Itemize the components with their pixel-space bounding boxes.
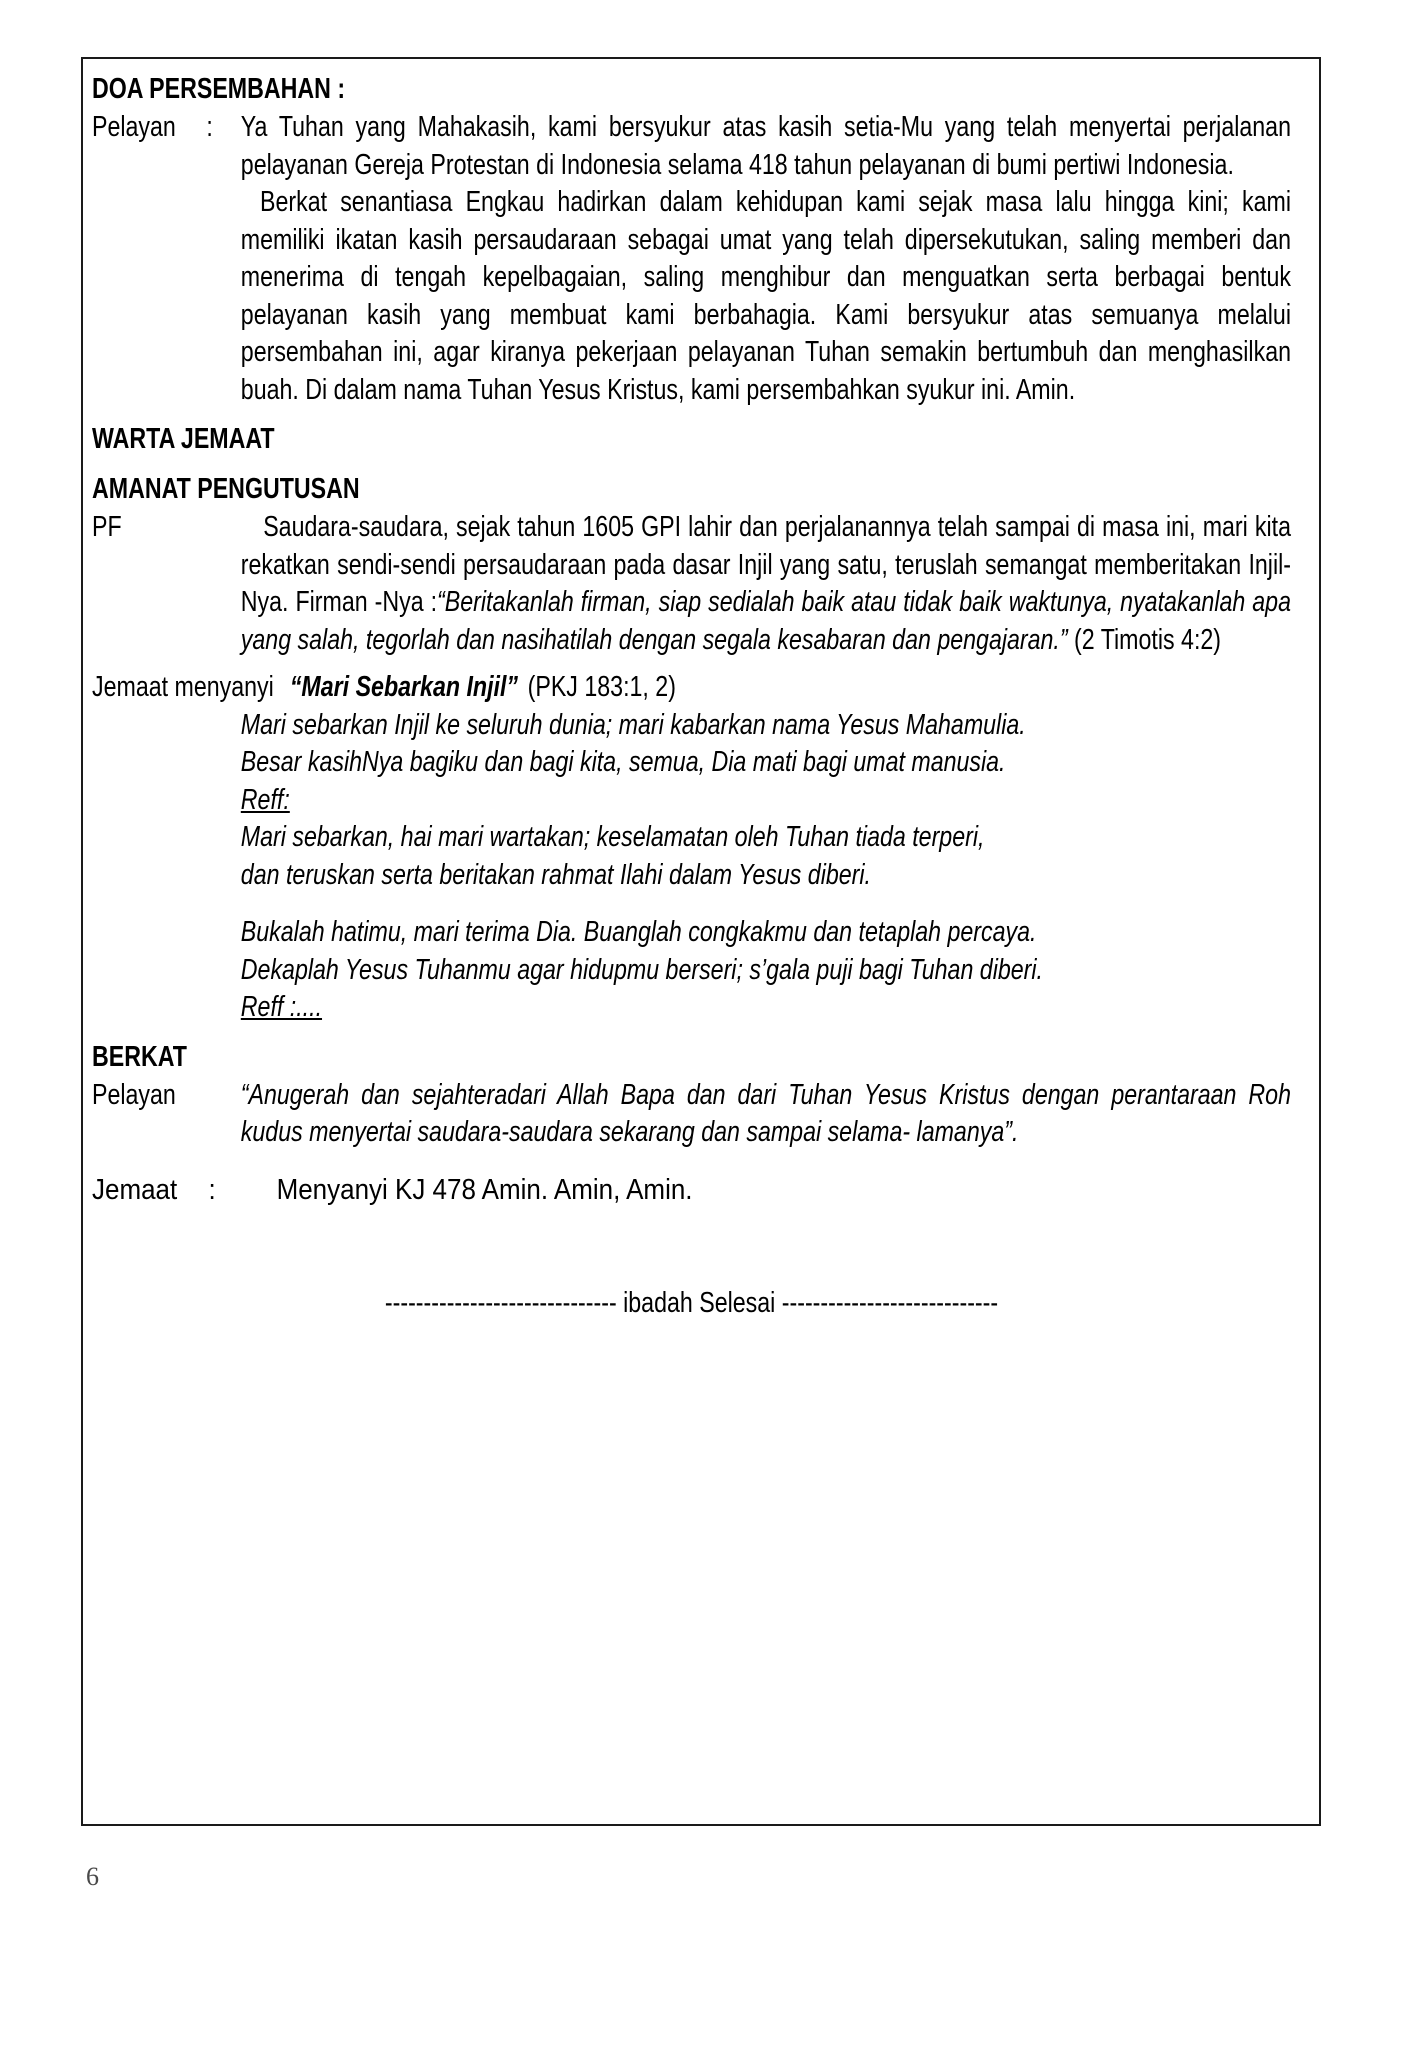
- doa-persembahan-block: [92, 109, 1291, 184]
- spacer-after-warta: [92, 459, 1291, 469]
- amanat-pengutusan-plain-text: Saudara-saudara, sejak tahun 1605 GPI lahir dan perjalanannya telah sampai di masa ini, mari kita rekatkan sendi-sendi persaudaraan pada dasar Injil yang satu, teruslah semangat memberitakan Injil-Nya. Firman -Nya :: [240, 511, 1292, 618]
- jemaat-closing-label: Jemaat: [92, 1173, 178, 1206]
- spacer-before-closing-rule: [92, 1209, 1291, 1285]
- doa-persembahan-speaker-label: Pelayan: [92, 111, 176, 143]
- amanat-pengutusan-block: [92, 509, 1291, 659]
- amanat-pengutusan-heading: AMANAT PENGUTUSAN: [92, 473, 360, 505]
- hymn-verse1-line2: Besar kasihNya bagiku dan bagi kita, semua, Dia mati bagi umat manusia.: [240, 746, 1006, 778]
- berkat-heading: BERKAT: [92, 1040, 187, 1073]
- closing-dashes-left: ------------------------------: [384, 1287, 617, 1319]
- hymn-reff-repeat: Reff :....: [240, 991, 323, 1023]
- ibadah-selesai-row: [92, 1285, 1291, 1323]
- spacer-after-hymn: [92, 1027, 1291, 1037]
- spacer-after-doa: [92, 409, 1291, 419]
- liturgy-content: [92, 69, 1291, 1824]
- closing-dashes-right: ----------------------------: [781, 1287, 999, 1319]
- doa-persembahan-paragraph-1: Ya Tuhan yang Mahakasih, kami bersyukur atas kasih setia-Mu yang telah menyertai perjalanan pelayanan Gereja Protestan di Indonesia selama 418 tahun pelayanan di bumi pertiwi Indonesia.: [240, 111, 1291, 181]
- warta-jemaat-heading: WARTA JEMAAT: [92, 423, 275, 455]
- berkat-block: [92, 1077, 1291, 1152]
- spacer-before-jemaat: [92, 1152, 1291, 1172]
- hymn-verse2-line1: Bukalah hatimu, mari terima Dia. Buanglah congkakmu dan tetaplah percaya.: [240, 916, 1037, 948]
- hymn-reff-line1: Mari sebarkan, hai mari wartakan; keselamatan oleh Tuhan tiada terperi,: [240, 821, 985, 853]
- doa-persembahan-paragraph-2: Berkat senantiasa Engkau hadirkan dalam kehidupan kami sejak masa lalu hingga kini; kami memiliki ikatan kasih persaudaraan sebagai umat yang telah dipersekutukan, saling memberi dan menerima di tengah kepelbagaian, saling menghibur dan menguatkan serta berbagai bentuk pelayanan kasih yang membuat kami berbahagia. Kami bersyukur atas semuanya melalui persembahan ini, agar kiranya pekerjaan pelayanan Tuhan semakin bertumbuh dan menghasilkan buah. Di dalam nama Tuhan Yesus Kristus, kami persembahkan syukur ini. Amin.: [240, 186, 1291, 406]
- amanat-pengutusan-scripture-quote: “Beritakanlah firman, siap sedialah baik atau tidak baik waktunya, nyatakanlah apa yang salah, tegorlah dan nasihatilah dengan segala kesabaran dan pengajaran.”: [240, 586, 1291, 656]
- hymn-reff-line2: dan teruskan serta beritakan rahmat Ilahi dalam Yesus diberi.: [240, 858, 872, 891]
- amanat-pengutusan-speaker-label: PF: [92, 511, 122, 543]
- jemaat-closing-colon: :: [208, 1173, 216, 1206]
- hymn-reff-label: Reff:: [240, 783, 290, 816]
- hymn-verse2-line2: Dekaplah Yesus Tuhanmu agar hidupmu berseri; s’gala puji bagi Tuhan diberi.: [240, 953, 1043, 986]
- hymn-verse1-line1: Mari sebarkan Injil ke seluruh dunia; mari kabarkan nama Yesus Mahamulia.: [240, 708, 1026, 741]
- page-number: 6: [86, 1862, 99, 1891]
- liturgy-text-body: [92, 69, 1291, 1323]
- amanat-pengutusan-scripture-reference: (2 Timotis 4:2): [1067, 623, 1222, 656]
- doa-persembahan-paragraph-2-wrap: [92, 184, 1291, 409]
- spacer-between-verses: [241, 894, 1291, 914]
- hymn-reference: (PKJ 183:1, 2): [527, 671, 676, 703]
- jemaat-closing-row: [92, 1172, 1404, 1210]
- hymn-title: “Mari Sebarkan Injil”: [289, 671, 519, 703]
- spacer-after-amanat: [92, 659, 1291, 669]
- closing-text: ibadah Selesai: [616, 1287, 782, 1319]
- hymn-intro-row: [92, 669, 1291, 707]
- jemaat-closing-text: Menyanyi KJ 478 Amin. Amin, Amin.: [276, 1173, 693, 1206]
- amanat-pengutusan-body: [241, 509, 1291, 659]
- berkat-blessing-text: “Anugerah dan sejahteradari Allah Bapa dan dari Tuhan Yesus Kristus dengan perantaraan Roh kudus menyertai saudara-saudara sekarang dan sampai selama- lamanya”.: [240, 1078, 1291, 1148]
- hymn-lyrics-block: [92, 707, 1291, 1027]
- doa-persembahan-colon: :: [206, 111, 213, 143]
- berkat-speaker-label: Pelayan: [92, 1078, 176, 1111]
- doa-persembahan-heading: DOA PERSEMBAHAN :: [92, 73, 346, 105]
- liturgy-frame: [81, 57, 1321, 1826]
- hymn-intro-label: Jemaat menyanyi: [92, 671, 274, 703]
